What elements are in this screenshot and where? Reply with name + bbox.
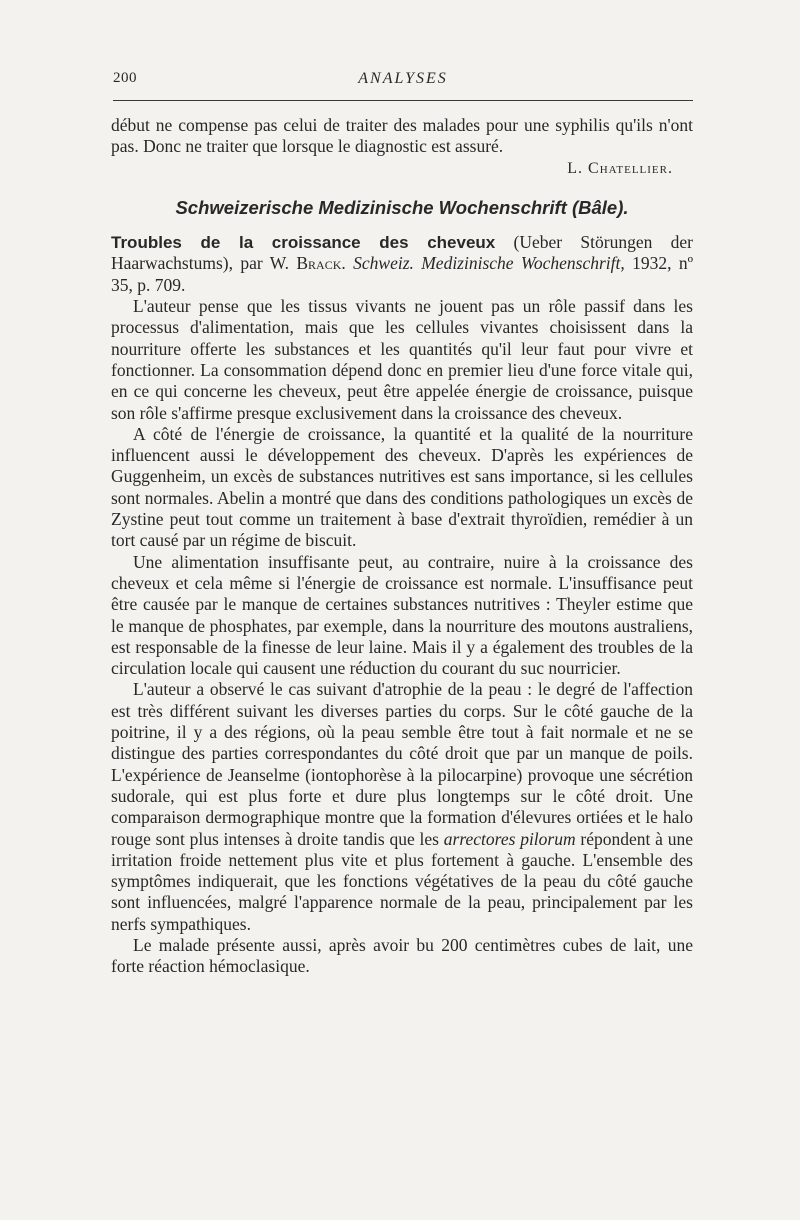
reviewer-signature [111, 158, 693, 179]
paragraph-4-text-b: répondent à une irritation froide nettement plus vite et plus fortement à gauche. L'ensemble des symptômes indiquerait, que les fonctions végétatives de la peau du côté gauche sont influencées, malgré l'apparence normale de la peau, principalement par les nerfs sympathiques. [111, 828, 694, 934]
paragraph-1: L'auteur pense que les tissus vivants ne jouent pas un rôle passif dans les processus d'alimentation, mais que les cellules vivantes choisissent dans la nourriture offerte les substances et les quantités qu'il leur faut pour vivre et fonctionner. La consommation dépend donc en premier lieu d'une force vitale qui, en ce qui concerne les cheveux, peut être appelée énergie de croissance, puisque son rôle s'affirme presque exclusivement dans la croissance des cheveux. [111, 296, 693, 423]
paragraph-3: Une alimentation insuffisante peut, au contraire, nuire à la croissance des cheveux et cela même si l'énergie de croissance est normale. L'insuffisance peut être causée par le manque de certaines substances nutritives : Theyler estime que le manque de phosphates, par exemple, dans la nourriture des moutons australiens, est responsable de la finesse de leur laine. Mais il y a également des troubles de la circulation locale qui causent une réduction du courant du suc nourricier. [111, 551, 693, 679]
paragraph-2: A côté de l'énergie de croissance, la quantité et la qualité de la nourriture influencent aussi le développement des cheveux. D'après les expériences de Guggenheim, un excès de substances nutritives est sans importance, si les cellules sont normales. Abelin a montré que dans des conditions pathologiques un excès de Zystine peut tout comme un traitement à base d'extrait thyroïdien, remédier à un tort causé par un régime de biscuit. [111, 423, 693, 551]
author-prefix: par W. [240, 253, 290, 274]
paragraph-4 [111, 679, 693, 935]
citation-details: 1932, nº 35, p. 709. [111, 253, 694, 295]
article-citation [111, 232, 693, 296]
article-body [111, 115, 693, 978]
reviewer-name: L. Chatellier. [567, 159, 673, 177]
citation-journal: Schweiz. Medizinische Wochenschrift, [353, 253, 625, 274]
header-rule [113, 100, 693, 101]
running-head [113, 70, 693, 94]
paragraph-5: Le malade présente aussi, après avoir bu 200 centimètres cubes de lait, une forte réaction hémoclasique. [111, 934, 693, 977]
continuation-paragraph: début ne compense pas celui de traiter des malades pour une syphilis qu'ils n'ont pas. Donc ne traiter que lorsque le diagnostic est assuré. [111, 115, 693, 157]
paragraph-4-text-a: L'auteur a observé le cas suivant d'atrophie de la peau : le degré de l'affection est très différent suivant les diverses parties du corps. Sur le côté gauche de la poitrine, il y a des régions, où la peau semble être tout à fait normale et ne se distingue des parties correspondantes du côté droit que par un manque de poils. L'expérience de Jeanselme (iontophorèse à la pilocarpine) provoque une sécrétion sudorale, qui est plus forte et dure plus longtemps sur le côté droit. Une comparaison dermographique montre que la formation d'élevures ortiées et le halo rouge sont plus intenses à droite tandis que les [111, 679, 693, 849]
author-name: Brack. [296, 253, 346, 274]
journal-place: (Bâle). [571, 196, 629, 218]
journal-name: Schweizerische Medizinische Wochenschrift [175, 196, 567, 218]
page-number: 200 [113, 70, 137, 86]
original-title: (Ueber Störungen der Haarwachstums), [111, 232, 693, 274]
journal-heading [111, 197, 693, 218]
running-title: ANALYSES [358, 70, 448, 87]
paragraph-4-latin-term: arrectores pilorum [443, 828, 576, 849]
article-title: Troubles de la croissance des cheveux [111, 233, 496, 253]
